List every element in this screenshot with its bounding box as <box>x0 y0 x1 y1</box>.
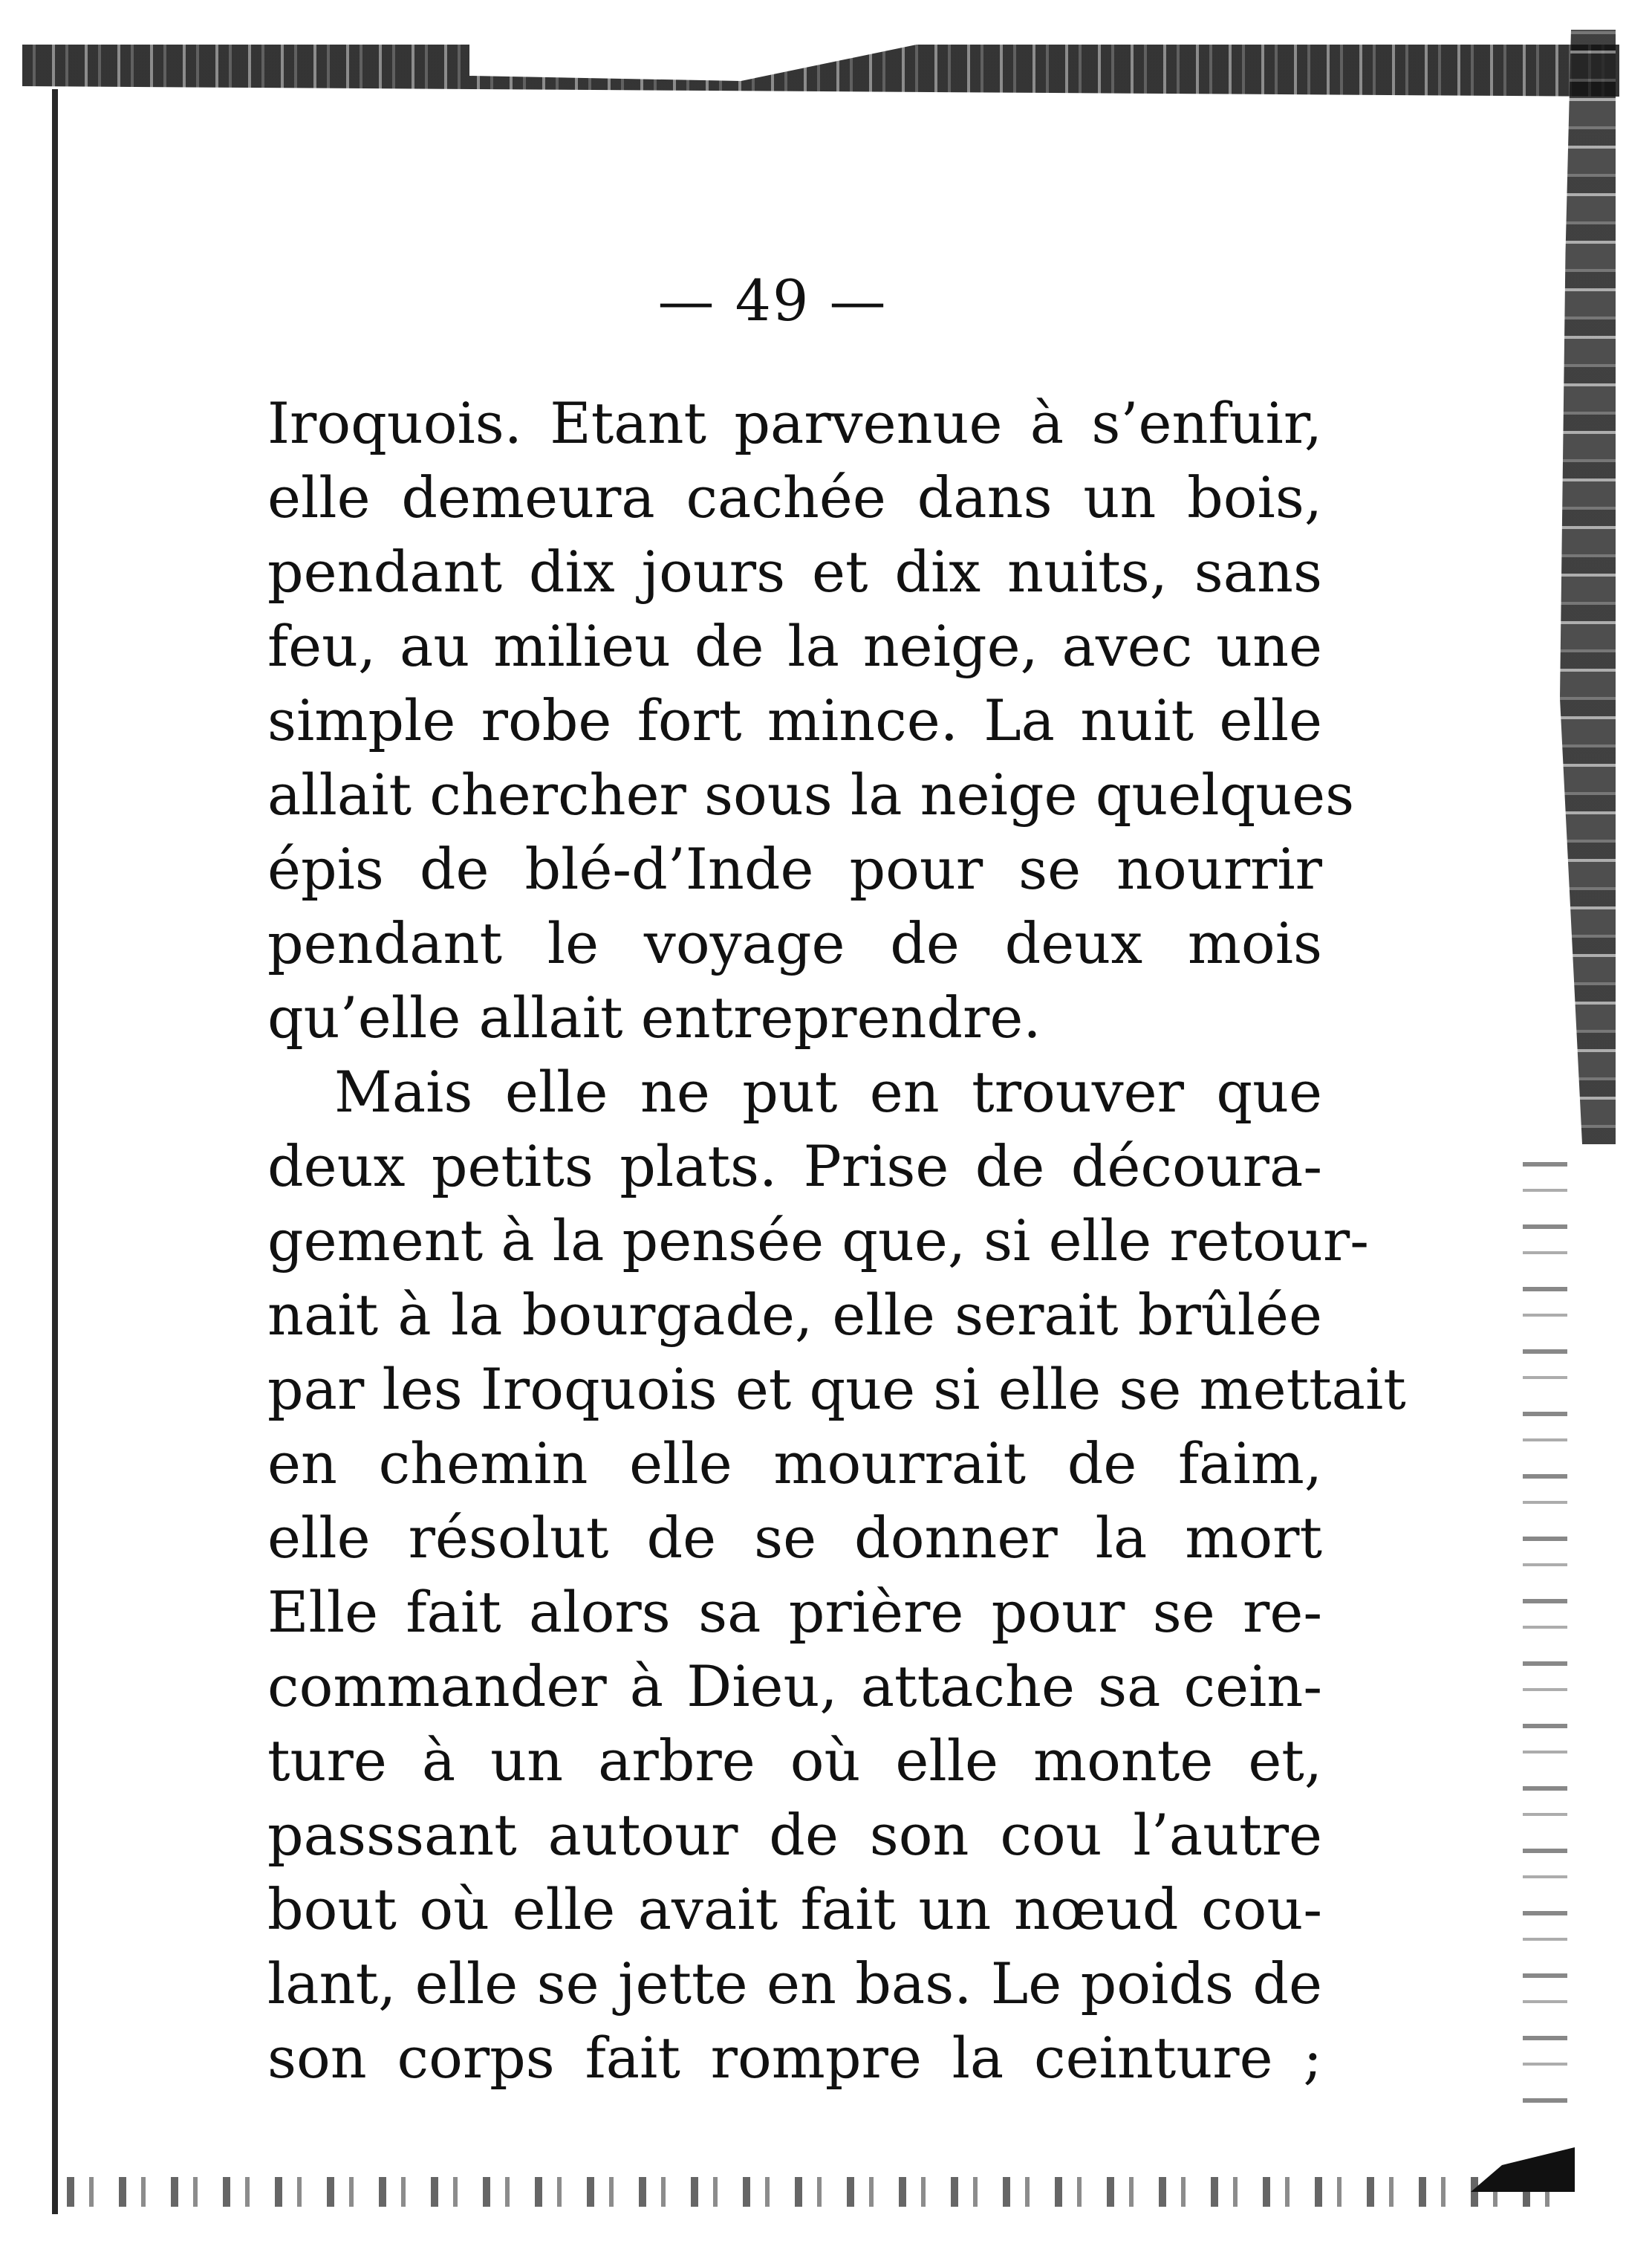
text-line: lant, elle se jette en bas. Le poids de <box>267 1950 1322 2017</box>
text-line: qu’elle allait entreprendre. <box>267 984 1041 1051</box>
scan-edge-right-lower <box>1523 1159 1567 2125</box>
text-line: bout où elle avait fait un nœud cou- <box>267 1876 1322 1942</box>
text-line: Elle fait alors sa prière pour se re- <box>267 1579 1322 1645</box>
page-number: — 49 — <box>657 267 888 334</box>
text-line: Iroquois. Etant parvenue à s’enfuir, <box>267 390 1322 456</box>
text-line: ture à un arbre où elle monte et, <box>267 1727 1322 1794</box>
text-line: épis de blé-d’Inde pour se nourrir <box>267 836 1322 902</box>
text-line: son corps fait rompre la ceinture ; <box>267 2025 1322 2091</box>
text-line: pendant dix jours et dix nuits, sans <box>267 539 1322 605</box>
scan-edge-left <box>52 89 58 2214</box>
text-line: elle résolut de se donner la mort <box>267 1505 1322 1571</box>
text-line: Mais elle ne put en trouver que <box>334 1059 1322 1125</box>
page-text <box>267 386 1406 2095</box>
scan-edge-bottom-corner <box>1471 2147 1575 2192</box>
text-line: pendant le voyage de deux mois <box>267 910 1322 976</box>
text-line: commander à Dieu, attache sa cein- <box>267 1653 1322 1719</box>
text-line: simple robe fort mince. La nuit elle <box>267 687 1322 753</box>
scan-edge-right <box>1560 30 1616 1144</box>
scan-edge-top <box>22 45 1619 97</box>
text-line: en chemin elle mourrait de faim, <box>267 1430 1322 1496</box>
text-line: passsant autour de son cou l’autre <box>267 1802 1322 1868</box>
text-line: deux petits plats. Prise de découra- <box>267 1133 1322 1199</box>
text-line: par les Iroquois et que si elle se mettait <box>267 1356 1406 1422</box>
text-line: gement à la pensée que, si elle retour- <box>267 1207 1369 1274</box>
text-line: elle demeura cachée dans un bois, <box>267 464 1322 531</box>
text-line: feu, au milieu de la neige, avec une <box>267 613 1322 679</box>
scan-edge-bottom <box>67 2177 1575 2207</box>
text-line: allait chercher sous la neige quelques <box>267 762 1355 828</box>
text-line: nait à la bourgade, elle serait brûlée <box>267 1282 1322 1348</box>
